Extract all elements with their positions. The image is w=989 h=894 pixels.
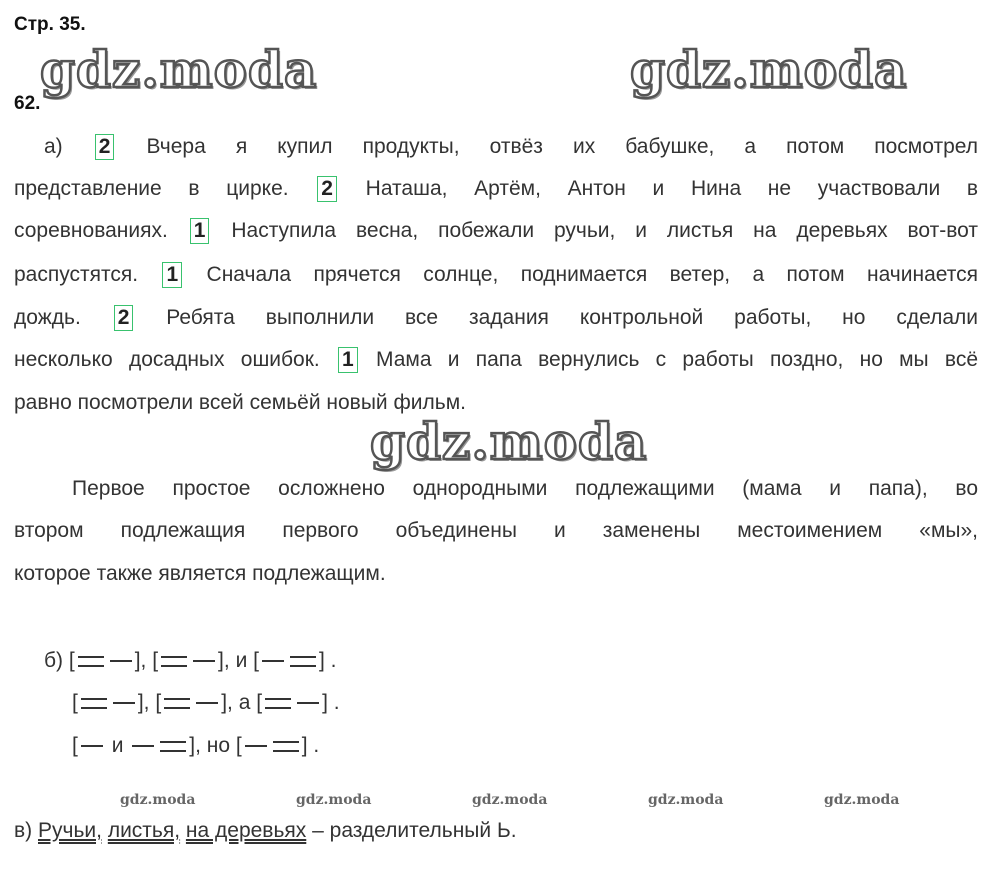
predicate-mark bbox=[196, 702, 218, 704]
sentence-type-box: 2 bbox=[317, 176, 337, 202]
watermark-small: gdz.moda bbox=[824, 792, 900, 808]
explanation-line-1 bbox=[14, 474, 978, 504]
sentence-text: Вчера я купил продукты, отвёз их бабушке, а потом посмотрел bbox=[146, 135, 978, 158]
sentence-text: Мама и папа вернулись с работы поздно, но мы всё bbox=[375, 348, 979, 371]
scheme-line-2: [ ], [ ], а [ ] . bbox=[72, 691, 340, 714]
sentence-text: соревнованиях. bbox=[14, 219, 168, 242]
example-word: листья, bbox=[107, 819, 181, 842]
subject-mark bbox=[81, 698, 107, 709]
predicate-mark bbox=[193, 660, 215, 662]
conjunction: а bbox=[238, 691, 251, 714]
page-reference: Стр. 35. bbox=[14, 14, 86, 35]
watermark-logo: gdz.moda bbox=[370, 412, 648, 471]
watermark-small: gdz.moda bbox=[296, 792, 372, 808]
sentence-text: распустятся. bbox=[14, 263, 139, 286]
sentence-text: Сначала прячется солнце, поднимается ветер, а потом начинается bbox=[206, 263, 978, 286]
sentence-type-box: 1 bbox=[190, 218, 210, 244]
subject-mark bbox=[265, 698, 291, 709]
subject-mark bbox=[164, 698, 190, 709]
conjunction: и bbox=[235, 649, 248, 672]
conjunction: но bbox=[206, 734, 231, 757]
example-word: на деревьях bbox=[185, 819, 307, 842]
sentence-text: Наступила весна, побежали ручьи, и листья на деревьях вот-вот bbox=[231, 219, 979, 242]
sentence-type-box: 1 bbox=[162, 262, 182, 288]
explanation-text: Первое простое осложнено однородными подлежащими (мама и папа), во bbox=[72, 477, 978, 500]
part-a-line-4 bbox=[14, 260, 978, 290]
example-word: Ручьи, bbox=[38, 819, 102, 842]
subject-mark bbox=[160, 741, 186, 752]
predicate-mark bbox=[245, 745, 267, 747]
part-b-label: б) bbox=[44, 649, 64, 672]
predicate-mark bbox=[132, 745, 154, 747]
part-v-line bbox=[14, 816, 517, 846]
explanation-line-2 bbox=[14, 516, 978, 546]
sentence-text: дождь. bbox=[14, 306, 81, 329]
explanation-text: втором подлежащия первого объединены и заменены местоимением «мы», bbox=[14, 519, 978, 542]
part-a-line-5 bbox=[14, 303, 978, 333]
subject-mark bbox=[290, 656, 316, 667]
explanation-line-3 bbox=[14, 559, 978, 589]
sentence-type-box: 1 bbox=[338, 347, 358, 373]
subject-mark bbox=[273, 741, 299, 752]
watermark-small: gdz.moda bbox=[120, 792, 196, 808]
part-v-label: в) bbox=[14, 819, 33, 842]
rule-text: – разделительный Ь. bbox=[312, 819, 517, 842]
sentence-type-box: 2 bbox=[95, 134, 115, 160]
scheme-line-3: [ и ], но [ ] . bbox=[72, 734, 320, 757]
exercise-number: 62. bbox=[14, 93, 41, 114]
sentence-text: равно посмотрели всей семьёй новый фильм. bbox=[14, 391, 466, 414]
part-a-label: а) bbox=[44, 135, 63, 158]
part-a-line-7 bbox=[14, 388, 978, 418]
predicate-mark bbox=[262, 660, 284, 662]
sentence-text: Наташа, Артём, Антон и Нина не участвовали в bbox=[365, 177, 979, 200]
sentence-type-box: 2 bbox=[114, 305, 134, 331]
watermark-small: gdz.moda bbox=[648, 792, 724, 808]
watermark-logo: gdz.moda bbox=[40, 40, 318, 99]
scheme-line-1: б) [ ], [ ], и [ ] . bbox=[44, 649, 337, 672]
sentence-text: несколько досадных ошибок. bbox=[14, 348, 320, 371]
watermark-small: gdz.moda bbox=[472, 792, 548, 808]
explanation-text: которое также является подлежащим. bbox=[14, 562, 386, 585]
sentence-text: представление в цирке. bbox=[14, 177, 289, 200]
subject-mark bbox=[161, 656, 187, 667]
sentence-text: Ребята выполнили все задания контрольной работы, но сделали bbox=[166, 306, 979, 329]
conjunction: и bbox=[111, 734, 124, 757]
predicate-mark bbox=[81, 745, 103, 747]
part-a-line-1 bbox=[14, 132, 978, 162]
part-a-line-3 bbox=[14, 216, 978, 246]
predicate-mark bbox=[113, 702, 135, 704]
part-a-line-2 bbox=[14, 174, 978, 204]
part-a-line-6 bbox=[14, 345, 978, 375]
subject-mark bbox=[78, 656, 104, 667]
watermark-logo: gdz.moda bbox=[630, 40, 908, 99]
predicate-mark bbox=[297, 702, 319, 704]
predicate-mark bbox=[110, 660, 132, 662]
